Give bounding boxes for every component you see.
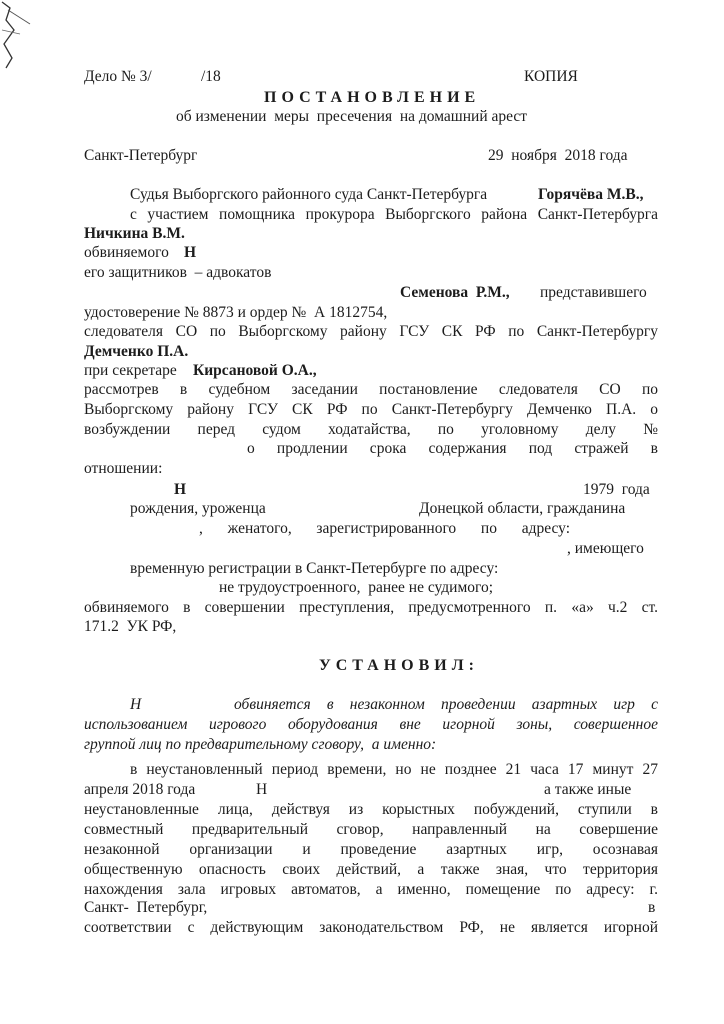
charge-line-2: 171.2 УК РФ, bbox=[84, 618, 177, 635]
document-title: ПОСТАНОВЛЕНИЕ bbox=[264, 89, 481, 106]
secretary-label: при секретаре bbox=[84, 362, 177, 379]
established-line-3: группой лиц по предварительному сговору, а именно: bbox=[84, 736, 437, 753]
accused-label: обвиняемого bbox=[84, 244, 169, 261]
birthplace-region: Донецкой области, гражданина bbox=[419, 500, 626, 517]
prosecutor-line: с участием помощника прокурора Выборгского района Санкт-Петербурга bbox=[130, 206, 658, 223]
charge-line-1: обвиняемого в совершении преступления, предусмотренного п. «а» ч.2 ст. bbox=[84, 599, 658, 616]
document-subtitle: об изменении меры пресечения на домашний арест bbox=[176, 108, 528, 125]
established-line-1: обвиняется в незаконном проведении азартных игр с bbox=[234, 696, 658, 713]
case-year: /18 bbox=[201, 68, 221, 85]
investigator-name: Демченко П.А. bbox=[84, 343, 189, 360]
considered-line-2: Выборгскому району ГСУ СК РФ по Санкт-Петербургу Демченко П.А. о bbox=[84, 401, 658, 418]
marital-address-line: , женатого, зарегистрированного по адресу: bbox=[199, 520, 570, 537]
birth-year: 1979 года bbox=[583, 481, 650, 498]
regarding-label: отношении: bbox=[84, 460, 163, 477]
para-line-1: в неустановленный период времени, но не позднее 21 часа 17 минут 27 bbox=[130, 761, 658, 778]
para-line-8-a: Санкт- Петербург, bbox=[84, 899, 208, 916]
scan-artifact-mark bbox=[0, 0, 40, 70]
prosecutor-name: Ничкина В.М. bbox=[84, 225, 185, 242]
para-line-5: незаконной организации и проведение азартных игр, осознавая bbox=[84, 841, 658, 858]
case-number: Дело № 3/ bbox=[84, 68, 152, 85]
date: 29 ноября 2018 года bbox=[488, 147, 628, 164]
para-line-2-a: апреля 2018 года bbox=[84, 781, 196, 798]
para-line-3: неустановленные лица, действуя из корыстных побуждений, ступили в bbox=[84, 801, 658, 818]
secretary-name: Кирсановой О.А., bbox=[193, 362, 317, 379]
established-line-2: использованием игрового оборудования вне игорной зоны, совершенное bbox=[84, 716, 658, 733]
considered-line-3: возбуждении перед судом ходатайства, по уголовному делу № bbox=[84, 421, 658, 438]
defenders-label: его защитников – адвокатов bbox=[84, 264, 272, 281]
judge-line-a: Судья Выборгского районного суда Санкт-Петербурга bbox=[130, 186, 488, 203]
place: Санкт-Петербург bbox=[84, 147, 198, 164]
para-line-4: совместный предварительный сговор, направленный на совершение bbox=[84, 821, 658, 838]
having-label: , имеющего bbox=[567, 540, 644, 557]
accused-initial: Н bbox=[184, 244, 197, 261]
certificate-line: удостоверение № 8873 и ордер № А 1812754, bbox=[84, 304, 388, 321]
para-line-2-initial: Н bbox=[256, 781, 268, 798]
para-line-8-b: в bbox=[648, 899, 656, 916]
advocate-name: Семенова Р.М., bbox=[400, 284, 510, 301]
birthplace-label: рождения, уроженца bbox=[130, 500, 266, 517]
employment-line: не трудоустроенного, ранее не судимого; bbox=[219, 579, 494, 596]
temp-registration-line: временную регистрации в Санкт-Петербурге по адресу: bbox=[130, 560, 499, 577]
para-line-7: нахождения зала игровых автоматов, а именно, помещение по адресу: г. bbox=[84, 881, 658, 898]
para-line-2-c: а также иные bbox=[544, 781, 632, 798]
para-line-9: соответствии с действующим законодательством РФ, не является игорной bbox=[84, 919, 658, 936]
investigator-line: следователя СО по Выборгскому району ГСУ СК РФ по Санкт-Петербургу bbox=[84, 323, 658, 340]
para-line-6: общественную опасность своих действий, а также зная, что территория bbox=[84, 861, 658, 878]
judge-name: Горячёва М.В., bbox=[538, 186, 644, 203]
considered-line-1: рассмотрев в судебном заседании постановление следователя СО по bbox=[84, 381, 658, 398]
established-initial: Н bbox=[130, 696, 142, 713]
established-title: УСТАНОВИЛ: bbox=[319, 657, 479, 674]
copy-mark: КОПИЯ bbox=[524, 68, 578, 85]
advocate-presented: представившего bbox=[540, 284, 647, 301]
defendant-initial: Н bbox=[174, 481, 187, 498]
considered-line-4: о продлении срока содержания под стражей в bbox=[247, 440, 658, 457]
